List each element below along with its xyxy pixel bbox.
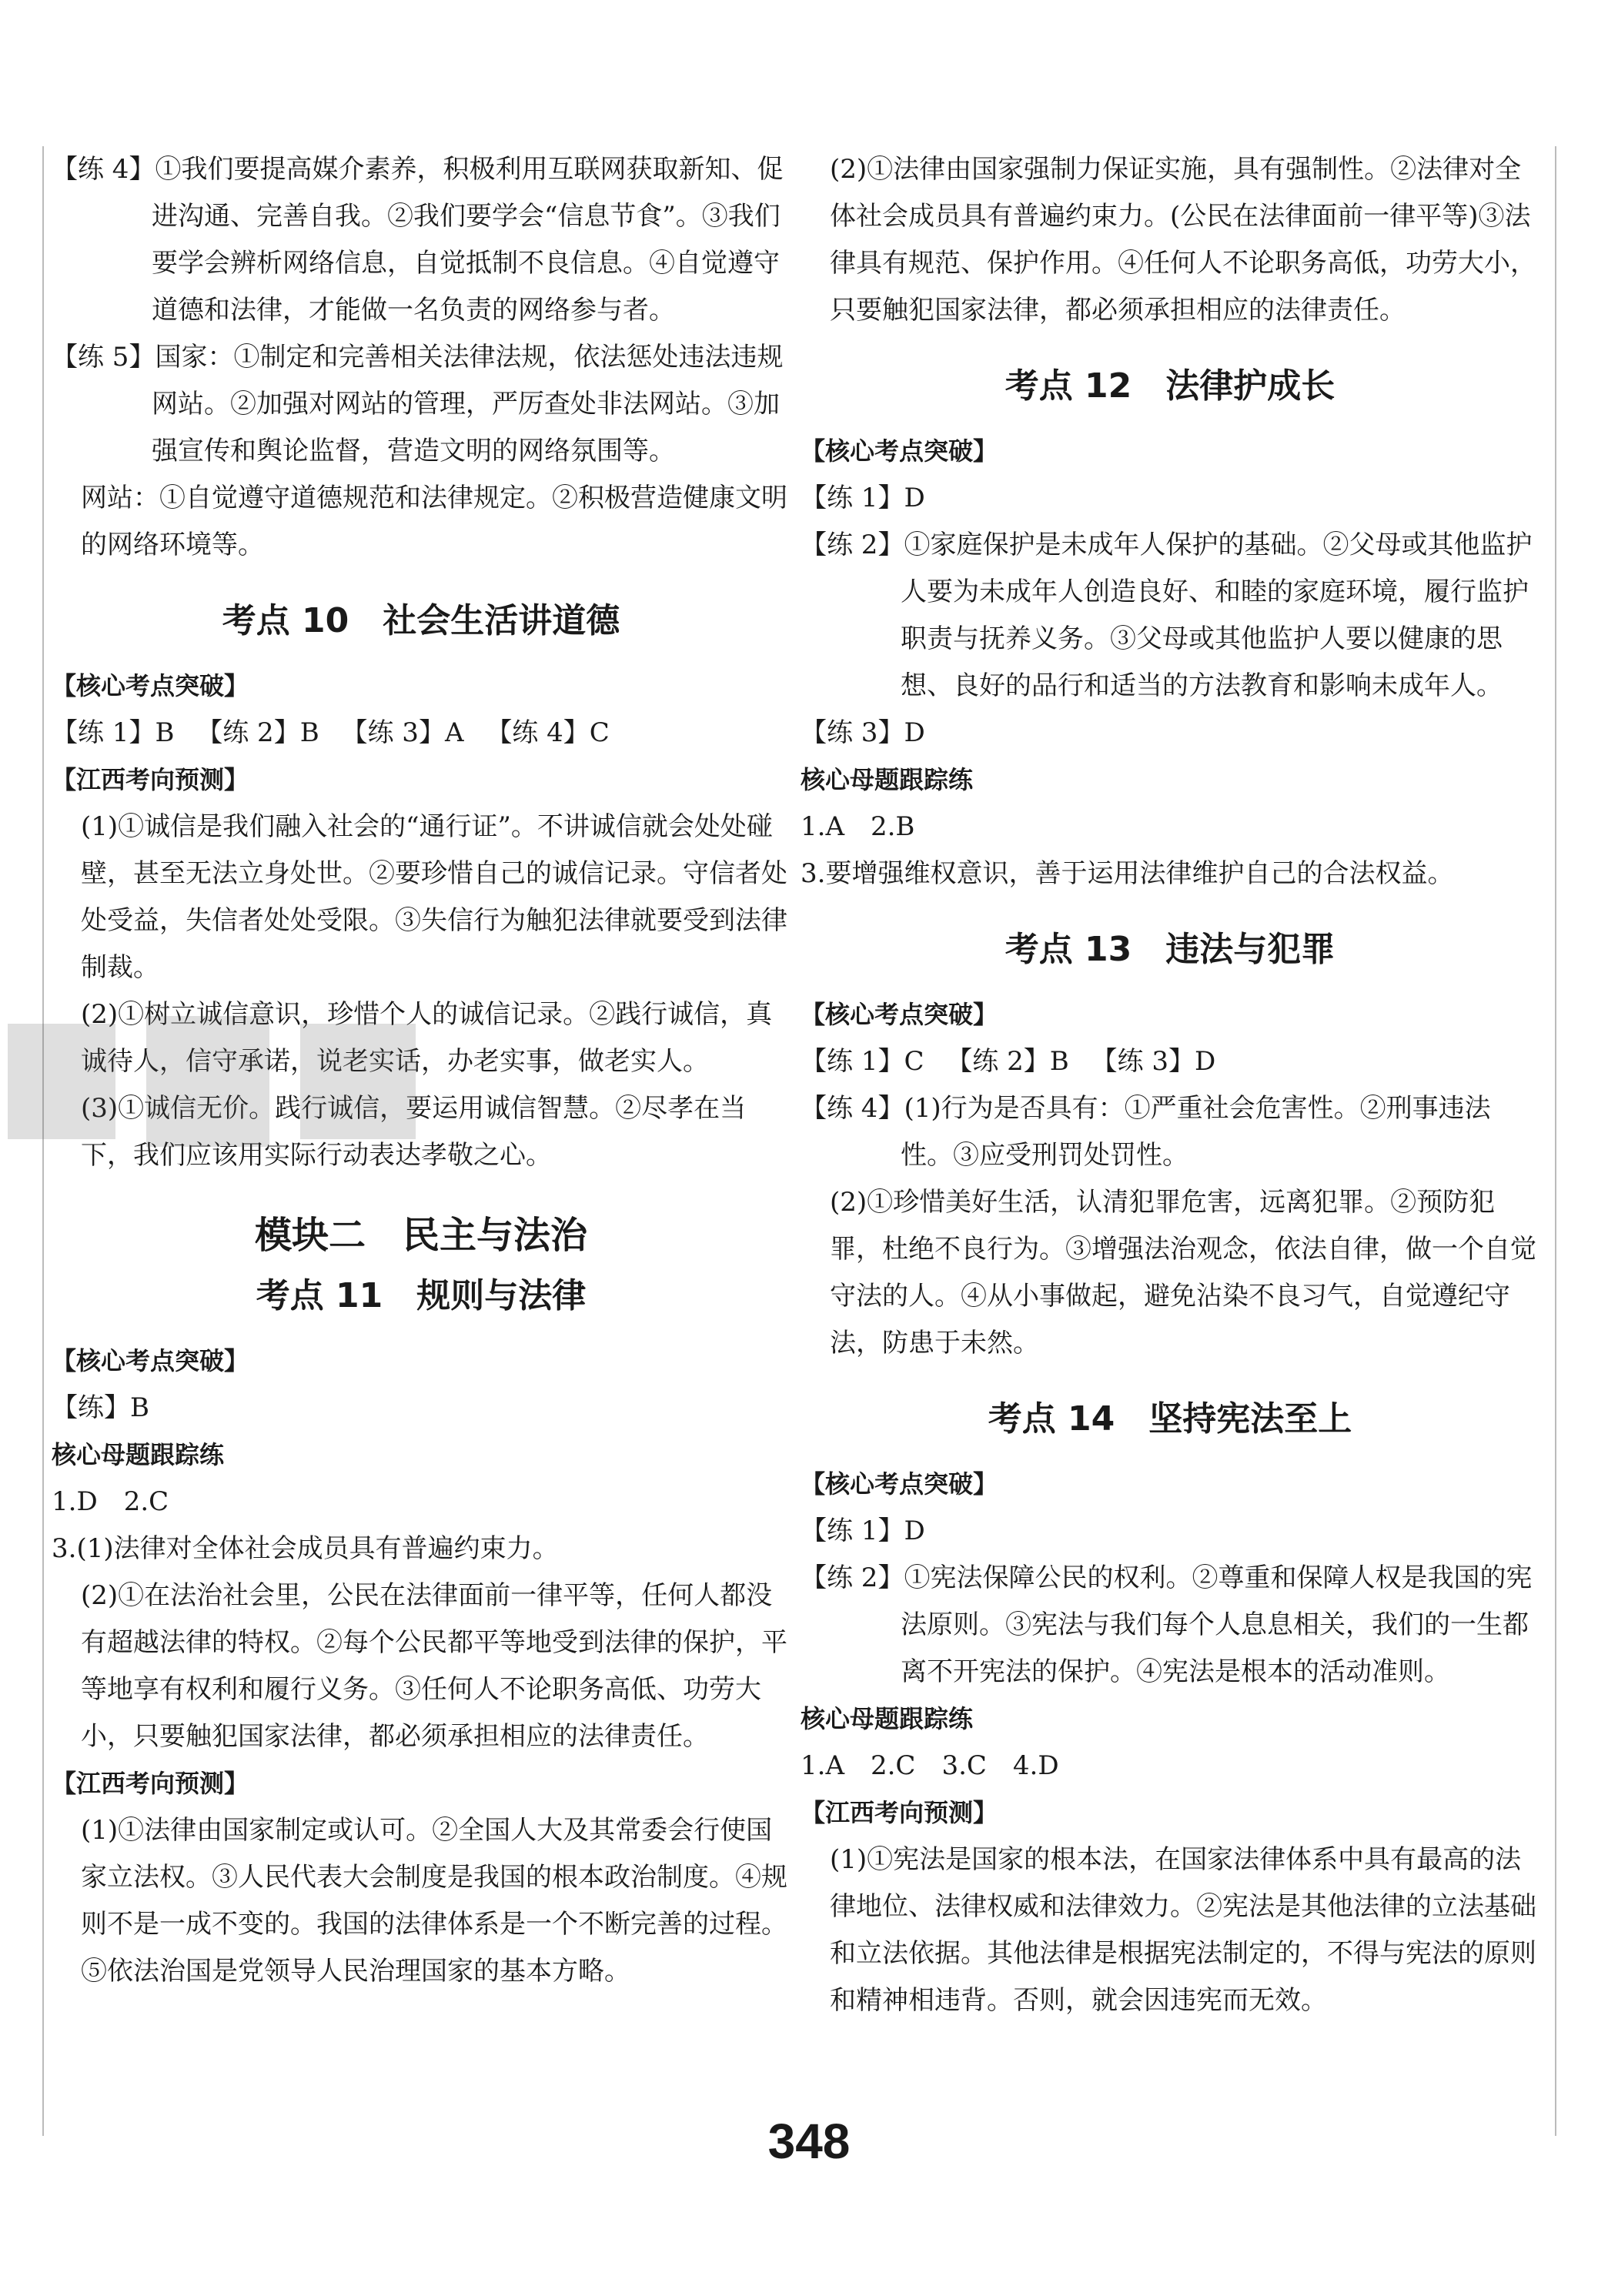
kp10-answer-3: 【练 3】A: [341, 717, 464, 748]
kp11-jx2: (2)①法律由国家强制力保证实施，具有强制性。②法律对全体社会成员具有普遍约束力。(公民在法律面前一律平等)③法律具有规范、保护作用。④任何人不论职务高低，功劳大小，只要触犯国家法律，都必须承担相应的法律责任。: [830, 154, 1536, 326]
kp12-core-label: 【核心考点突破】: [801, 436, 998, 466]
kp11-mc: 1.D 2.C: [52, 1486, 169, 1517]
kp13-core-label: 【核心考点突破】: [801, 1000, 998, 1029]
kp10-core-label: 【核心考点突破】: [52, 671, 249, 700]
right-column: [801, 146, 1556, 2136]
kp14-practice-1: 【练 1】D: [801, 1516, 925, 1546]
kp14-jx1: (1)①宪法是国家的根本法，在国家法律体系中具有最高的法律地位、法律权威和法律效力。②宪法是其他法律的立法基础和立法依据。其他法律是根据宪法制定的，不得与宪法的原则和精神相违背。否则，就会因违宪而无效。: [830, 1844, 1536, 2016]
kp14-jiangxi-label: 【江西考向预测】: [801, 1798, 998, 1827]
page-number: 348: [767, 2114, 851, 2169]
kp12-practice-2: 【练 2】①家庭保护是未成年人保护的基础。②父母或其他监护人要为未成年人创造良好、和睦的家庭环境，履行监护职责与抚养义务。③父母或其他监护人要以健康的思想、良好的品行和适当的方法教育和影响未成年人。: [801, 530, 1533, 701]
kp11-jx1: (1)①法律由国家制定或认可。②全国人大及其常委会行使国家立法权。③人民代表大会制度是我国的根本政治制度。④规则不是一成不变的。我国的法律体系是一个不断完善的过程。⑤依法治国是党领导人民治理国家的基本方略。: [81, 1815, 787, 1987]
kp10-q1: (1)①诚信是我们融入社会的“通行证”。不讲诚信就会处处碰壁，甚至无法立身处世。②要珍惜自己的诚信记录。守信者处处受益，失信者处处受限。③失信行为触犯法律就要受到法律制裁。: [81, 811, 787, 983]
kp11-practice: 【练】B: [52, 1392, 149, 1423]
kp12-q3: 3.要增强维权意识，善于运用法律维护自己的合法权益。: [801, 858, 1454, 889]
kp14-mc: 1.A 2.C 3.C 4.D: [801, 1750, 1059, 1781]
kp10-title: 考点 10 社会生活讲道德: [222, 601, 620, 640]
kp12-mc: 1.A 2.B: [801, 811, 915, 842]
kp13-title: 考点 13 违法与犯罪: [1005, 930, 1336, 969]
practice-5-website: 网站：①自觉遵守道德规范和法律规定。②积极营造健康文明的网络环境等。: [81, 483, 787, 560]
kp12-track-label: 核心母题跟踪练: [801, 765, 974, 794]
kp11-track-label: 核心母题跟踪练: [52, 1440, 225, 1469]
kp11-q3-2: (2)①在法治社会里，公民在法律面前一律平等，任何人都没有超越法律的特权。②每个公民都平等地受到法律的保护，平等地享有权利和履行义务。③任何人不论职务高低、功劳大小，只要触犯国家法律，都必须承担相应的法律责任。: [81, 1580, 787, 1752]
kp10-q3: (3)①诚信无价。践行诚信，要运用诚信智慧。②尽孝在当下，我们应该用实际行动表达孝敬之心。: [81, 1093, 747, 1171]
kp14-title: 考点 14 坚持宪法至上: [988, 1399, 1352, 1439]
module-2-title: 模块二 民主与法治: [254, 1214, 587, 1257]
kp13-answer-3: 【练 3】D: [1091, 1046, 1216, 1077]
kp13-answer-1: 【练 1】C: [801, 1046, 924, 1077]
kp14-track-label: 核心母题跟踪练: [801, 1704, 974, 1733]
kp10-answer-1: 【练 1】B: [52, 717, 175, 748]
kp10-jiangxi-label: 【江西考向预测】: [52, 765, 249, 794]
practice-4-answer: 【练 4】①我们要提高媒介素养，积极利用互联网获取新知、促进沟通、完善自我。②我们要学会“信息节食”。③我们要学会辨析网络信息，自觉抵制不良信息。④自觉遵守道德和法律，才能做一名负责的网络参与者。: [52, 154, 784, 326]
kp10-answers: [52, 710, 791, 757]
kp11-q3-1: 3.(1)法律对全体社会成员具有普遍约束力。: [52, 1533, 559, 1564]
kp13-answers: [801, 1038, 1539, 1085]
kp13-practice-4-2: (2)①珍惜美好生活，认清犯罪危害，远离犯罪。②预防犯罪，杜绝不良行为。③增强法治观念，依法自律，做一个自觉守法的人。④从小事做起，避免沾染不良习气，自觉遵纪守法，防患于未然。: [830, 1187, 1536, 1359]
left-column: [42, 146, 791, 2136]
kp14-core-label: 【核心考点突破】: [801, 1469, 998, 1499]
kp11-jiangxi-label: 【江西考向预测】: [52, 1769, 249, 1798]
kp10-answer-4: 【练 4】C: [486, 717, 610, 748]
kp12-title: 考点 12 法律护成长: [1005, 366, 1336, 406]
kp11-title: 考点 11 规则与法律: [256, 1276, 587, 1315]
kp12-practice-3: 【练 3】D: [801, 717, 925, 748]
practice-5-answer: 【练 5】国家：①制定和完善相关法律法规，依法惩处违法违规网站。②加强对网站的管理，严厉查处非法网站。③加强宣传和舆论监督，营造文明的网络氛围等。: [52, 342, 784, 466]
kp12-practice-1: 【练 1】D: [801, 483, 925, 513]
kp13-answer-2: 【练 2】B: [946, 1046, 1069, 1077]
kp11-core-label: 【核心考点突破】: [52, 1346, 249, 1375]
kp13-practice-4-1: 【练 4】(1)行为是否具有：①严重社会危害性。②刑事违法性。③应受刑罚处罚性。: [801, 1093, 1491, 1171]
kp14-practice-2: 【练 2】①宪法保障公民的权利。②尊重和保障人权是我国的宪法原则。③宪法与我们每个人息息相关，我们的一生都离不开宪法的保护。④宪法是根本的活动准则。: [801, 1562, 1533, 1687]
kp10-q2: (2)①树立诚信意识，珍惜个人的诚信记录。②践行诚信，真诚待人，信守承诺，说老实话，办老实事，做老实人。: [81, 999, 773, 1077]
kp10-answer-2: 【练 2】B: [196, 717, 319, 748]
